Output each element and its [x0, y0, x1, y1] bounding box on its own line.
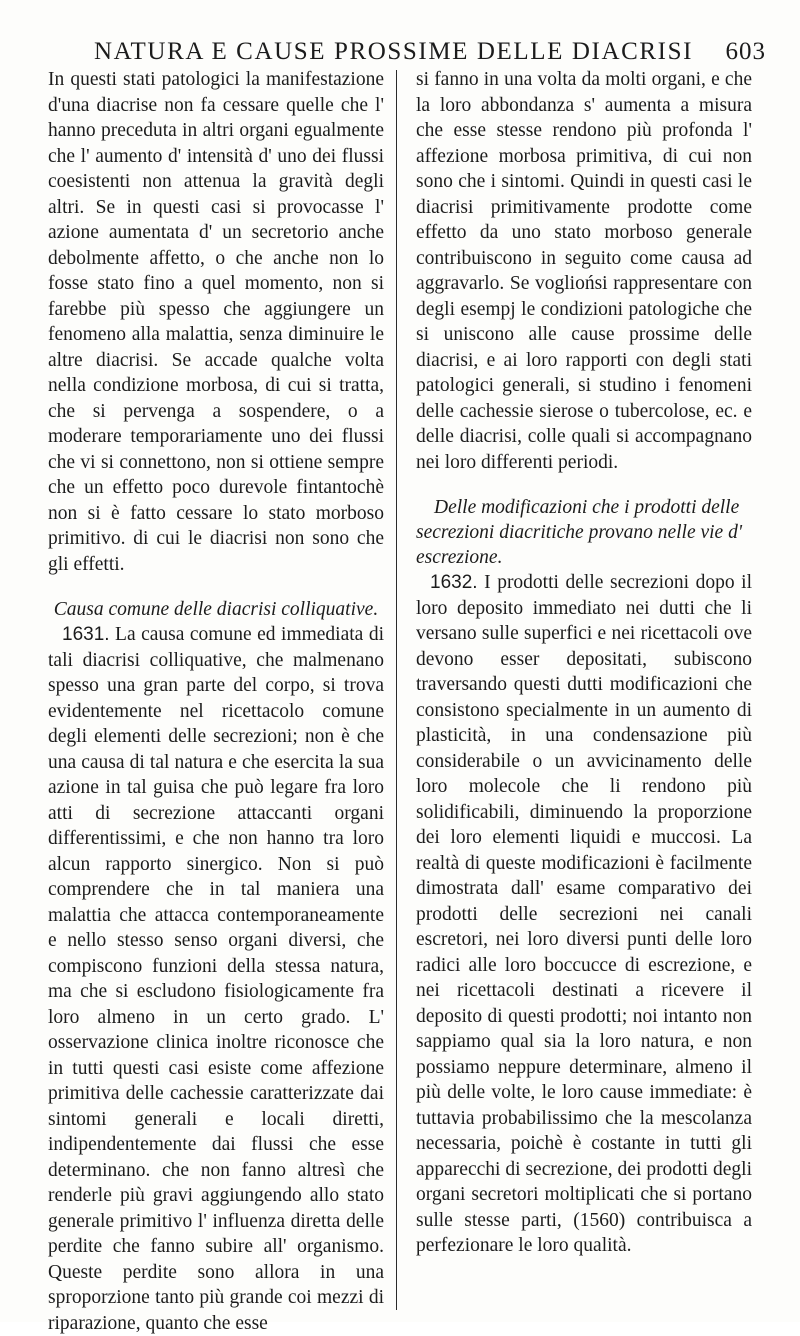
paragraph-1631 — [48, 622, 384, 1336]
paragraph-1632-text: I prodotti delle secrezioni dopo il loro deposito immediato nei dutti che li versano sulle superfici e nei ricettacoli ove devono esser depositati, subiscono traversando questi dutti modificazioni che consistono specialmente in un aumento di plasticità, in una condensazione più considerabile o un avvicinamento delle loro molecole che li rendono più solidificabili, diminuendo la proporzione dei loro elementi liquidi e muccosi. La realtà di queste modificazioni è facilmente dimostrata dall' esame comparativo dei prodotti delle secrezioni nei canali escretori, nei loro diversi punti delle loro radici alle loro boccucce di escrezione, e nei ricettacoli destinati a ricevere il deposito di questi prodotti; noi intanto non sappiamo qual sia la loro natura, e non possiamo neppure determinare, almeno il più delle volte, le loro cause immediate: è tuttavia probabilissimo che la mescolanza necessaria, poichè è costante in tutti gli apparecchi di secrezione, dei prodotti degli organi secretori moltiplicati che si portano sulle stesse parti, (1560) contribuisca a perfezionare le loro qualità. — [416, 572, 752, 1256]
column-divider — [396, 70, 397, 1310]
intro-paragraph: In questi stati patologici la manifestazione d'una diacrise non fa cessare quelle che l' hanno preceduta in altri organi egualmente che l' aumento d' intensità d' uno dei flussi coesistenti non attenua la gravità degli altri. Se in questi casi si provocasse l' azione aumentata d' un secretorio anche debolmente affetto, o che anche non lo fosse stato fino a quel momento, non si farebbe più spesso che aggiungere un fenomeno alla malattia, senza diminuire le altre diacrisi. Se accade qualche volta nella condizione morbosa, di cui si tratta, che si pervenga a sospendere, o a moderare temporariamente uno dei flussi che vi si connettono, non si ottiene sempre che un effetto poco durevole fintantochè non si è fatto cessare lo stato morboso primitivo. di cui le diacrisi non sono che gli effetti. — [48, 69, 384, 575]
continuation-paragraph: si fanno in una volta da molti organi, e che la loro abbondanza s' aumenta a misura che esse stesse rendono più profonda l' affezione morbosa primitiva, di cui non sono che i sintomi. Quindi in questi casi le diacrisi primitivamente prodotte come effetto da uno stato morboso generale contribuiscono in seguito come causa ad aggravarlo. Se vogliońsi rappresentare con degli esempj le condizioni patologiche che si uniscono alle cause prossime delle diacrisi, e ai loro rapporti con degli stati patologici generali, si studino i fenomeni delle cachessie sierose o tubercolose, ec. e delle diacrisi, colle quali si accompagnano nei loro differenti periodi. — [416, 69, 752, 473]
right-column — [416, 67, 752, 1259]
left-column — [48, 67, 384, 1336]
paragraph-1631-text: La causa comune ed immediata di tali diacrisi colliquative, che malmenano spesso una gran parte del corpo, si trova evidentemente nel ricettacolo comune degli elementi delle secrezioni; non è che una causa di tal natura e che esercita la sua azione in tal guisa che può legare fra loro atti di secrezione attaccanti organi differentissimi, e che non hanno tra loro alcun rapporto sinergico. Non si può comprendere che in tal maniera una malattia che attacca contemporaneamente e nello stesso senso organi diversi, che compiscono funzioni della stessa natura, ma che si escludono fisiologicamente fra loro almeno in un certo grado. L' osservazione clinica inoltre riconosce che in tutti questi casi esiste come affezione primitiva delle cachessie caratterizzate dai sintomi generali e locali diretti, indipendentemente dai flussi che esse determinano. che non fanno altresì che renderle più gravi aggiungendo allo stato generale primitivo l' influenza diretta delle perdite che fanno subire all' organismo. Queste perdite sono allora in una sproporzione tanto più grande coi mezzi di riparazione, quanto che esse — [48, 624, 384, 1334]
paragraph-number-1632: 1632. — [430, 572, 478, 593]
paragraph-1632 — [416, 570, 752, 1259]
section-heading-causa-comune: Causa comune delle diacrisi colliquative. — [53, 599, 379, 620]
page-number: 603 — [725, 38, 766, 65]
paragraph-number-1631: 1631. — [62, 624, 110, 645]
section-heading-modificazioni: Delle modificazioni che i prodotti delle secrezioni diacritiche provano nelle vie d' escrezione. — [416, 497, 743, 568]
running-title: NATURA E CAUSE PROSSIME DELLE DIACRISI — [94, 38, 694, 65]
running-head — [80, 38, 780, 68]
